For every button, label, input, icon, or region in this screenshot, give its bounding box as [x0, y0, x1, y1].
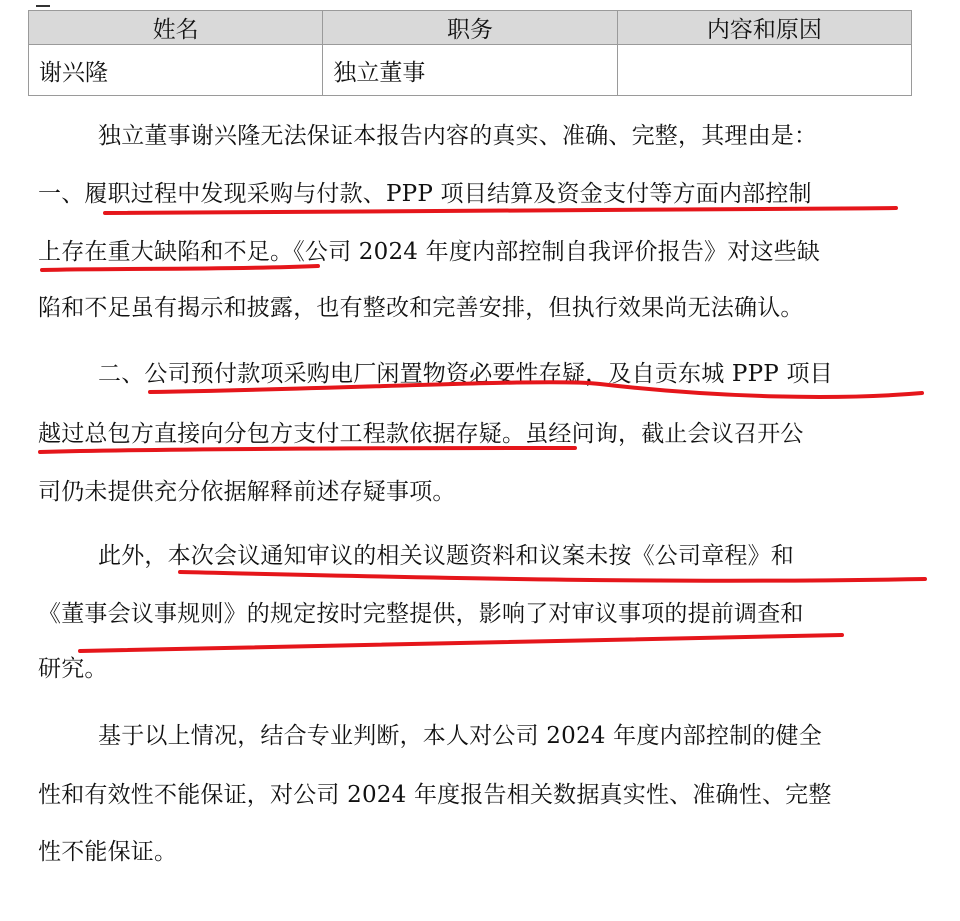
cell-content-reason [617, 45, 911, 96]
cropped-text-fragment [36, 0, 50, 7]
underline-2b [40, 448, 575, 452]
header-name: 姓名 [29, 11, 323, 45]
text-line: 陷和不足虽有揭示和披露，也有整改和完善安排，但执行效果尚无法确认。 [38, 295, 804, 321]
text-line: 基于以上情况，结合专业判断，本人对公司 2024 年度内部控制的健全 [98, 723, 822, 749]
text-line: 上存在重大缺陷和不足。《公司 2024 年度内部控制自我评价报告》对这些缺 [38, 239, 821, 265]
paragraph-intro: 独立董事谢兴隆无法保证本报告内容的真实、准确、完整，其理由是： [98, 123, 818, 149]
director-table [28, 10, 912, 96]
text-line: 此外，本次会议通知审议的相关议题资料和议案未按《公司章程》和 [98, 543, 794, 569]
text-line: 性和有效性不能保证，对公司 2024 年度报告相关数据真实性、准确性、完整 [38, 782, 832, 808]
text-line: 《董事会议事规则》的规定按时完整提供，影响了对审议事项的提前调查和 [38, 601, 804, 627]
text-line: 一、履职过程中发现采购与付款、PPP 项目结算及资金支付等方面内部控制 [38, 181, 812, 207]
text-line: 研究。 [38, 656, 108, 682]
text-line: 越过总包方直接向分包方支付工程款依据存疑。虽经问询，截止会议召开公 [38, 421, 804, 447]
underline-1b [42, 266, 318, 270]
text-line: 二、公司预付款项采购电厂闲置物资必要性存疑，及自贡东城 PPP 项目 [98, 361, 833, 387]
underline-3a [180, 572, 925, 581]
table-header-row [29, 11, 912, 45]
underline-3b [80, 635, 842, 651]
text-line: 司仍未提供充分依据解释前述存疑事项。 [38, 479, 456, 505]
header-content-reason: 内容和原因 [617, 11, 911, 45]
text-line: 性不能保证。 [38, 839, 178, 865]
cell-name: 谢兴隆 [29, 45, 323, 96]
header-position: 职务 [323, 11, 617, 45]
cell-position: 独立董事 [323, 45, 617, 96]
table-row [29, 45, 912, 96]
underline-1a [105, 208, 896, 213]
